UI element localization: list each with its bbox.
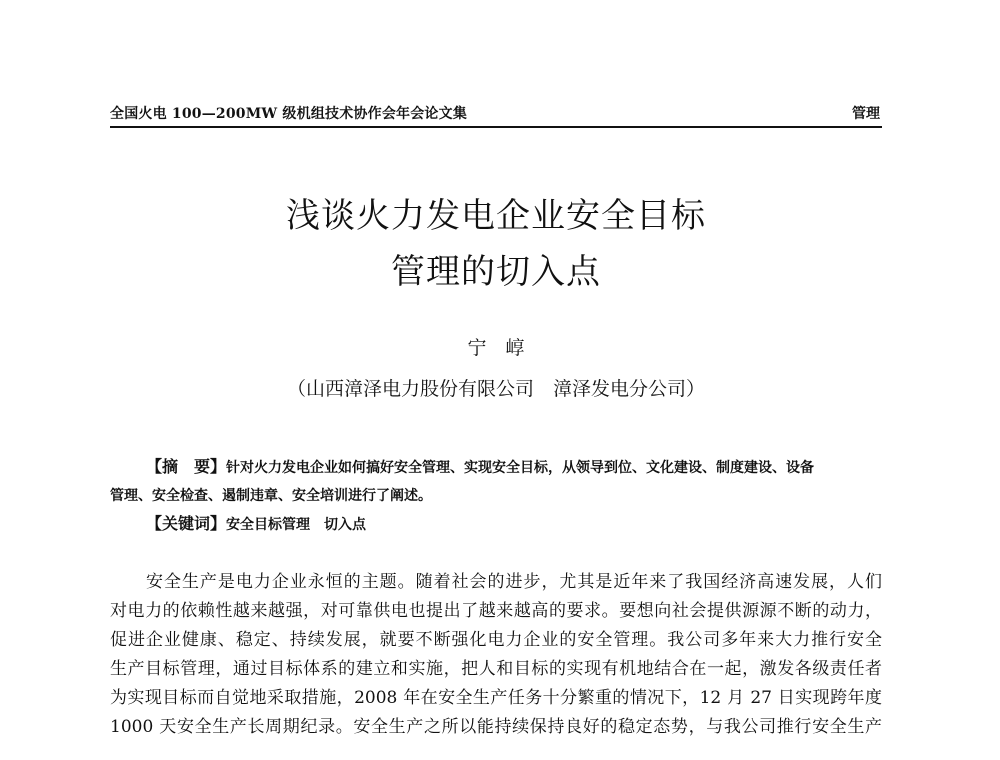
- abstract-second-line: 管理、安全检查、遏制违章、安全培训进行了阐述。: [110, 488, 432, 504]
- body-paragraph-line: 1000 天安全生产长周期纪录。安全生产之所以能持续保持良好的稳定态势，与我公司推行安全生产: [110, 717, 882, 737]
- abstract-first-line: [110, 457, 882, 478]
- keywords-line: [110, 514, 882, 535]
- running-header: [110, 104, 882, 128]
- body-paragraph-line: 为实现目标而自觉地采取措施，2008 年在安全生产任务十分繁重的情况下，12 月 27 日实现跨年度: [110, 688, 882, 708]
- author-name: 宁 崞: [467, 337, 525, 359]
- body-paragraph-line: 促进企业健康、稳定、持续发展，就要不断强化电力企业的安全管理。我公司多年来大力推行安全: [110, 630, 882, 650]
- abstract-label: 【摘 要】: [146, 457, 227, 476]
- body-paragraph-line: 对电力的依赖性越来越强，对可靠供电也提出了越来越高的要求。要想向社会提供源源不断的动力，: [110, 601, 882, 621]
- body-paragraph-line: 安全生产是电力企业永恒的主题。随着社会的进步，尤其是近年来了我国经济高速发展，人们: [146, 572, 882, 592]
- body-paragraph-line: 生产目标管理，通过目标体系的建立和实施，把人和目标的实现有机地结合在一起，激发各级责任者: [110, 659, 882, 679]
- keywords-label: 【关键词】: [146, 514, 227, 533]
- document-page: [110, 0, 882, 760]
- section-label: 管理: [852, 106, 880, 122]
- author-affiliation: （山西漳泽电力股份有限公司 漳泽发电分公司）: [286, 378, 705, 400]
- proceedings-title: 全国火电 100—200MW 级机组技术协作会年会论文集: [110, 106, 468, 122]
- abstract-text-1: 针对火力发电企业如何搞好安全管理、实现安全目标，从领导到位、文化建设、制度建设、设备: [226, 460, 815, 476]
- paper-title-line-2: 管理的切入点: [391, 252, 601, 292]
- keywords-text: 安全目标管理 切入点: [226, 517, 367, 533]
- paper-title-line-1: 浅谈火力发电企业安全目标: [286, 196, 706, 236]
